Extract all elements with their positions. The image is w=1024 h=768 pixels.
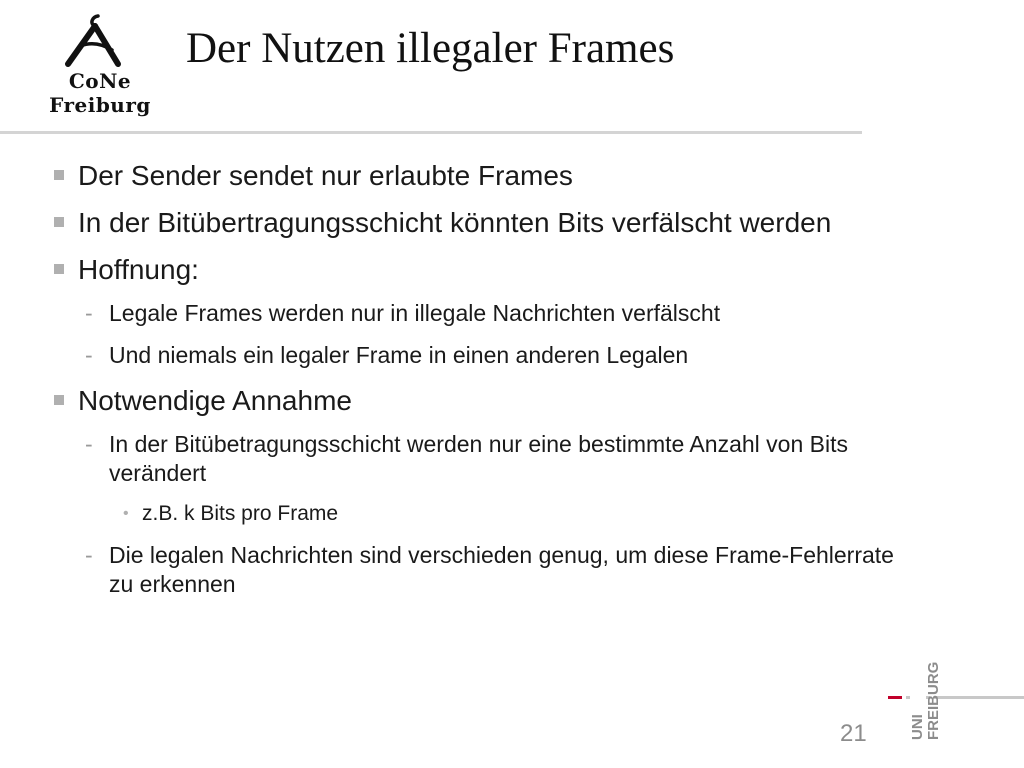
- logo-text-freiburg: Freiburg: [49, 93, 151, 117]
- page-number: 21: [840, 720, 867, 747]
- bullet-item: [54, 383, 894, 418]
- dash-bullet-icon: -: [85, 542, 93, 568]
- dash-bullet-icon: -: [85, 300, 93, 326]
- sub-bullet-text: Die legalen Nachrichten sind verschieden genug, um diese Frame-Fehlerrate zu erkennen: [109, 542, 894, 597]
- bullet-item: [54, 252, 894, 287]
- title-divider: [0, 131, 862, 134]
- dash-bullet-icon: -: [85, 342, 93, 368]
- square-bullet-icon: [54, 170, 64, 180]
- sub-bullet-item: [54, 541, 894, 599]
- sub-bullet-item: [54, 341, 894, 370]
- sub-bullet-text: Und niemals ein legaler Frame in einen anderen Legalen: [109, 342, 689, 368]
- square-bullet-icon: [54, 264, 64, 274]
- slide-content: [54, 158, 894, 612]
- sub-bullet-item: [54, 299, 894, 328]
- bullet-text: Der Sender sendet nur erlaubte Frames: [78, 160, 573, 191]
- cone-icon: [58, 14, 142, 70]
- bullet-text: Hoffnung:: [78, 254, 199, 285]
- bullet-text: In der Bitübertragungsschicht könnten Bits verfälscht werden: [78, 207, 832, 238]
- bullet-item: [54, 158, 894, 193]
- sub-sub-bullet-item: [54, 501, 894, 527]
- dot-bullet-icon: •: [123, 505, 129, 522]
- sub-bullet-item: [54, 430, 894, 488]
- sub-sub-bullet-text: z.B. k Bits pro Frame: [142, 502, 339, 525]
- square-bullet-icon: [54, 395, 64, 405]
- slide-title: Der Nutzen illegaler Frames: [186, 25, 675, 72]
- uni-logo-word2: FREIBURG: [925, 661, 942, 740]
- cone-freiburg-logo: [40, 14, 160, 118]
- uni-freiburg-logo: [888, 648, 1024, 744]
- sub-bullet-text: Legale Frames werden nur in illegale Nachrichten verfälscht: [109, 300, 721, 326]
- logo-text-cone: CoNe: [68, 69, 132, 93]
- bullet-text: Notwendige Annahme: [78, 385, 352, 416]
- sub-bullet-text: In der Bitübetragungsschicht werden nur eine bestimmte Anzahl von Bits verändert: [109, 431, 848, 486]
- dash-bullet-icon: -: [85, 431, 93, 457]
- bullet-item: [54, 205, 894, 240]
- uni-logo-word1: UNI: [909, 714, 926, 740]
- uni-logo-accent: [888, 696, 902, 699]
- square-bullet-icon: [54, 217, 64, 227]
